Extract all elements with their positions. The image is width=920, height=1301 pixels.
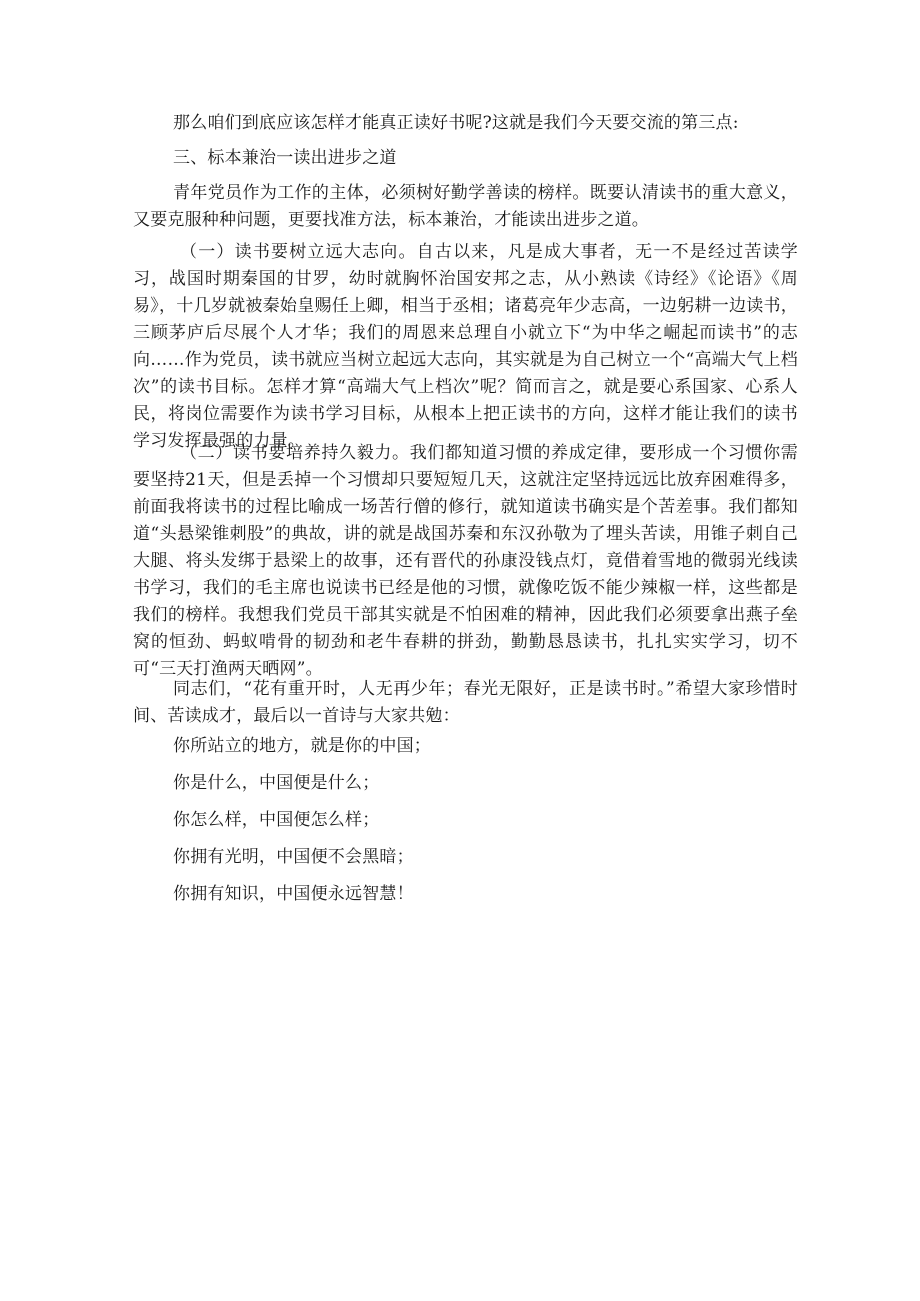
body-paragraph-4: 同志们，“花有重开时，人无再少年；春光无限好，正是读书时。”希望大家珍惜时间、苦读成才，最后以一首诗与大家共勉： (133, 679, 798, 726)
body-paragraph-3: （二）读书要培养持久毅力。我们都知道习惯的养成定律，要形成一个习惯你需要坚持21天，但是丢掉一个习惯却只要短短几天，这就注定坚持远远比放弃困难得多，前面我将读书的过程比喻成一场苦行僧的修行，就知道读书确实是个苦差事。我们都知道“头悬梁锥刺股”的典故，讲的就是战国苏秦和东汉孙敬为了埋头苦读，用锥子刺自己大腿、将头发绑于悬梁上的故事，还有晋代的孙康没钱点灯，竟借着雪地的微弱光线读书学习，我们的毛主席也说读书已经是他的习惯，就像吃饭不能少辣椒一样，这些都是我们的榜样。我想我们党员干部其实就是不怕困难的精神，因此我们必须要拿出燕子垒窝的恒劲、蚂蚁啃骨的韧劲和老牛春耕的拼劲，勤勤恳恳读书，扎扎实实学习，切不可“三天打渔两天晒网”。 (133, 443, 798, 679)
poem-line: 你拥有知识，中国便永远智慧！ (173, 884, 414, 904)
body-paragraph-1: 青年党员作为工作的主体，必须树好勤学善读的榜样。既要认清读书的重大意义，又要克服种种问题，更要找准方法，标本兼治，才能读出进步之道。 (133, 183, 798, 230)
section-heading: 三、标本兼治一读出进步之道 (173, 148, 397, 168)
intro-paragraph: 那么咱们到底应该怎样才能真正读好书呢?这就是我们今天要交流的第三点: (173, 113, 739, 133)
poem-line: 你怎么样，中国便怎么样； (173, 810, 380, 830)
poem-line: 你是什么，中国便是什么； (173, 773, 380, 793)
poem-block (133, 733, 798, 918)
body-paragraph-2: （一）读书要树立远大志向。自古以来，凡是成大事者，无一不是经过苦读学习，战国时期秦国的甘罗，幼时就胸怀治国安邦之志，从小熟读《诗经》《论语》《周易》，十几岁就被秦始皇赐任上卿，相当于丞相；诸葛亮年少志高，一边躬耕一边读书，三顾茅庐后尽展个人才华；我们的周恩来总理自小就立下“为中华之崛起而读书”的志向……作为党员，读书就应当树立起远大志向，其实就是为自己树立一个“高端大气上档次”的读书目标。怎样才算“高端大气上档次”呢？简而言之，就是要心系国家、心系人民，将岗位需要作为读书学习目标，从根本上把正读书的方向，这样才能让我们的读书学习发挥最强的力量。 (133, 242, 798, 451)
poem-line: 你拥有光明，中国便不会黑暗； (173, 847, 414, 867)
poem-line: 你所站立的地方，就是你的中国； (173, 736, 431, 756)
